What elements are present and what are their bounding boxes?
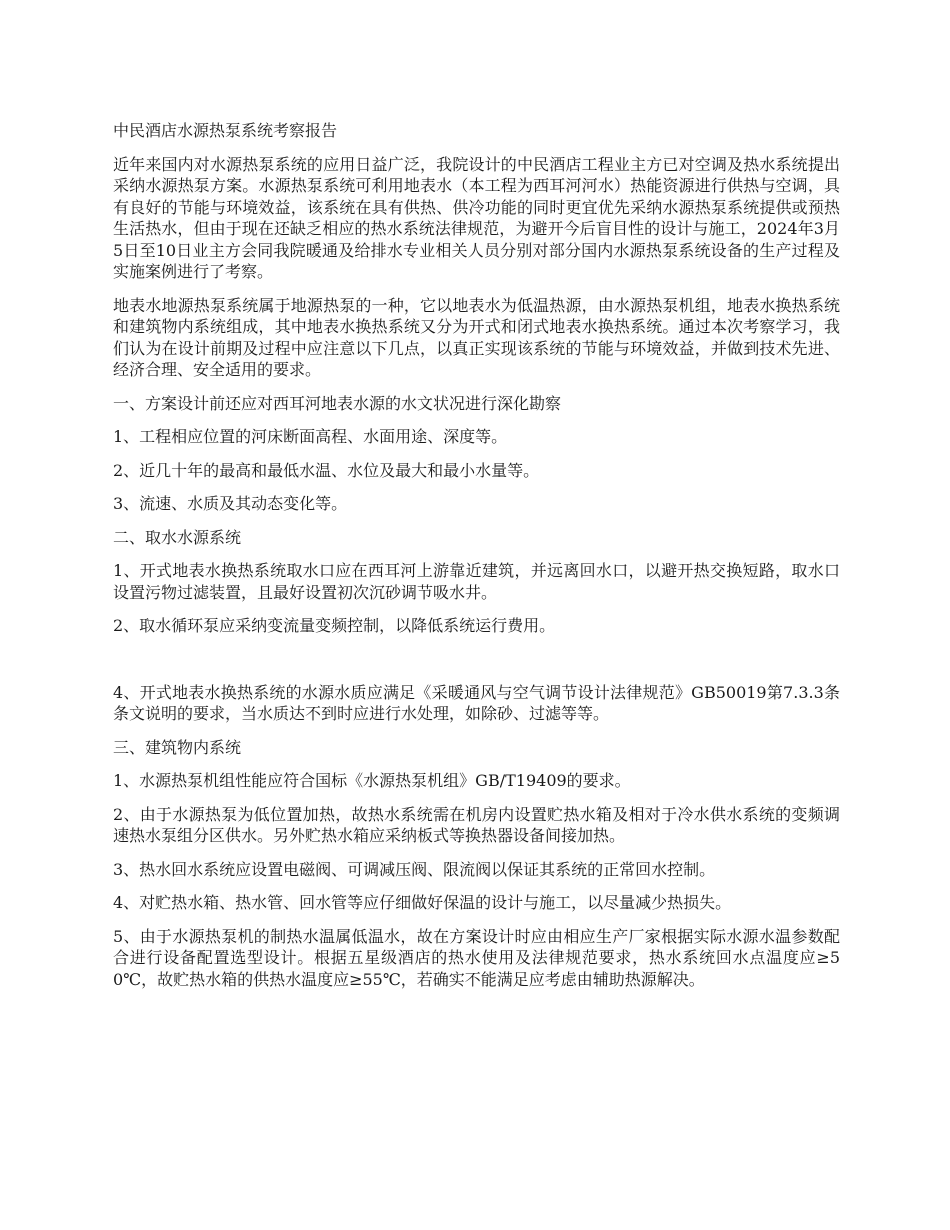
intro-paragraph: 地表水地源热泵系统属于地源热泵的一种，它以地表水为低温热源，由水源热泵机组，地表水换热系统和建筑物内系统组成，其中地表水换热系统又分为开式和闭式地表水换热系统。通过本次考察学习，我们认为在设计前期及过程中应注意以下几点，以真正实现该系统的节能与环境效益，并做到技术先进、经济合理、安全适用的要求。 (113, 295, 840, 379)
section-heading: 一、方案设计前还应对西耳河地表水源的水文状况进行深化勘察 (113, 393, 562, 413)
list-item: 2、近几十年的最高和最低水温、水位及最大和最小水量等。 (113, 460, 540, 480)
list-item: 5、由于水源热泵机的制热水温属低温水，故在方案设计时应由相应生产厂家根据实际水源水温参数配合进行设备配置选型设计。根据五星级酒店的热水使用及法律规范要求，热水系统回水点温度应≥50℃，故贮热水箱的供热水温度应≥55℃，若确实不能满足应考虑由辅助热源解决。 (113, 926, 840, 989)
blank-gap (113, 649, 840, 682)
document-title: 中民酒店水源热泵系统考察报告 (113, 121, 338, 140)
list-item: 3、流速、水质及其动态变化等。 (113, 494, 348, 513)
list-item: 1、水源热泵机组性能应符合国标《水源热泵机组》GB/T19409的要求。 (113, 771, 631, 790)
list-item: 3、热水回水系统应设置电磁阀、可调减压阀、限流阀以保证其系统的正常回水控制。 (113, 859, 716, 879)
list-item: 1、工程相应位置的河床断面高程、水面用途、深度等。 (113, 427, 508, 446)
list-item: 1、开式地表水换热系统取水口应在西耳河上游靠近建筑，并远离回水口，以避开热交换短路，取水口设置污物过滤装置，且最好设置初次沉砂调节吸水井。 (113, 561, 840, 602)
list-item: 2、由于水源热泵为低位置加热，故热水系统需在机房内设置贮热水箱及相对于冷水供水系统的变频调速热水泵组分区供水。另外贮热水箱应采纳板式等换热器设备间接加热。 (113, 804, 840, 845)
section-heading: 二、取水水源系统 (113, 527, 242, 547)
list-item: 4、开式地表水换热系统的水源水质应满足《采暖通风与空气调节设计法律规范》GB50019第7.3.3条条文说明的要求，当水质达不到时应进行水处理，如除砂、过滤等等。 (113, 682, 840, 723)
list-item: 2、取水循环泵应采纳变流量变频控制，以降低系统运行费用。 (113, 616, 556, 635)
document-page (113, 120, 840, 1002)
intro-paragraph: 近年来国内对水源热泵系统的应用日益广泛，我院设计的中民酒店工程业主方已对空调及热水系统提出采纳水源热泵方案。水源热泵系统可利用地表水（本工程为西耳河河水）热能资源进行供热与空调，具有良好的节能与环境效益，该系统在具有供热、供冷功能的同时更宜优先采纳水源热泵系统提供或预热生活热水，但由于现在还缺乏相应的热水系统法律规范，为避开今后盲目性的设计与施工，2024年3月5日至10日业主方会同我院暖通及给排水专业相关人员分别对部分国内水源热泵系统设备的生产过程及实施案例进行了考察。 (113, 154, 840, 281)
list-item: 4、对贮热水箱、热水管、回水管等应仔细做好保温的设计与施工，以尽量减少热损失。 (113, 893, 732, 912)
section-heading: 三、建筑物内系统 (113, 737, 242, 757)
